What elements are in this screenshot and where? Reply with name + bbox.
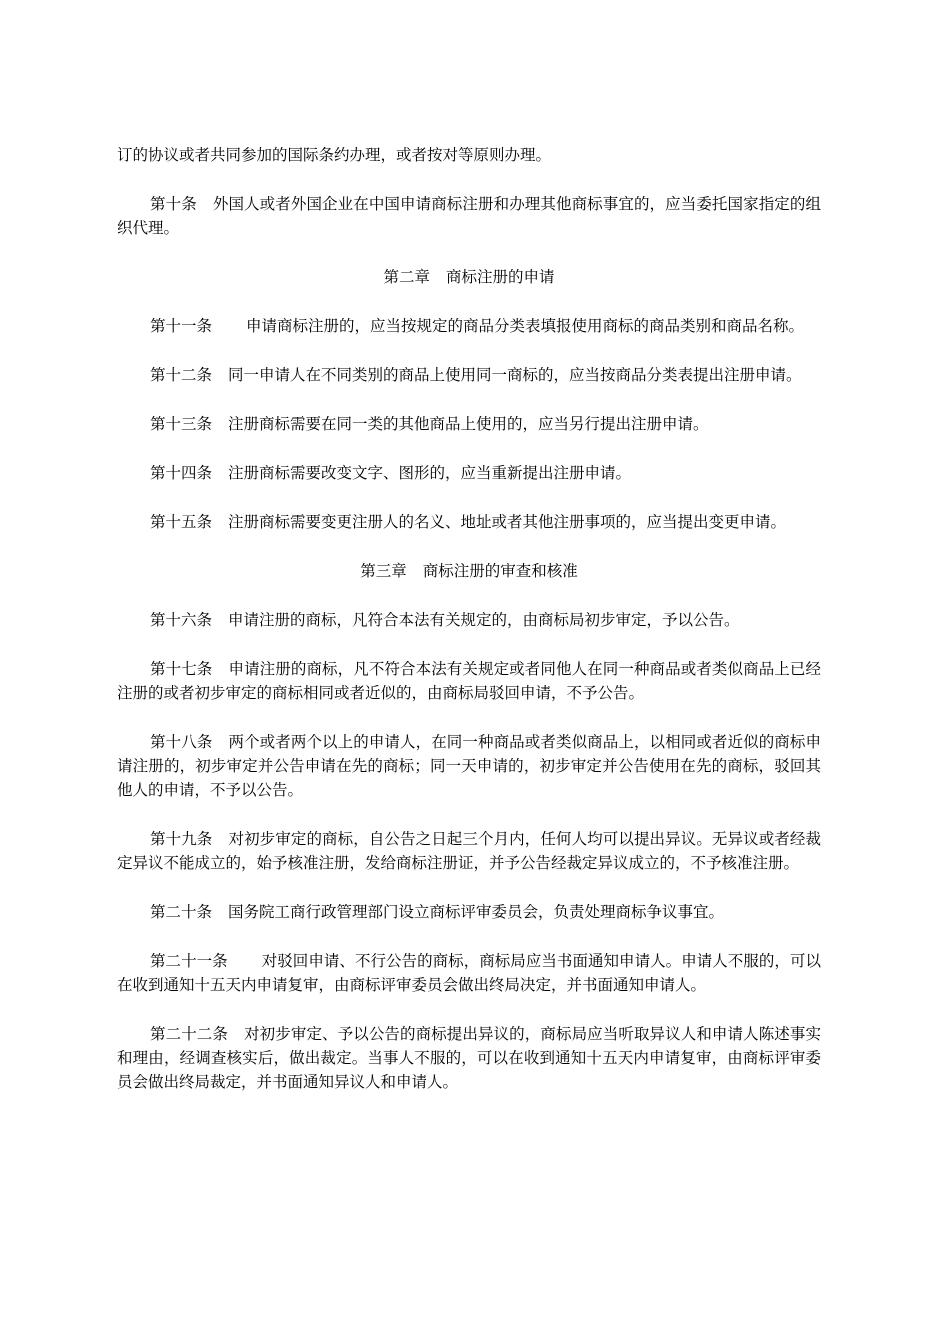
article-number: 第十三条 [150,415,213,433]
paragraph [117,143,821,167]
article-paragraph [117,657,821,705]
article-number: 第十五条 [150,513,213,531]
article-text: 注册商标需要变更注册人的名义、地址或者其他注册事项的，应当提出变更申请。 [228,513,787,531]
article-paragraph [117,510,821,534]
article-text: 外国人或者外国企业在中国申请商标注册和办理其他商标事宜的，应当委托国家指定的组织代理。 [117,195,821,237]
article-paragraph [117,192,821,240]
chapter-title: 商标注册的审查和核准 [422,562,578,580]
article-text: 申请商标注册的，应当按规定的商品分类表填报使用商标的商品类别和商品名称。 [246,317,805,335]
article-paragraph [117,314,821,338]
article-text: 国务院工商行政管理部门设立商标评审委员会，负责处理商标争议事宜。 [228,903,725,921]
article-number: 第二十条 [150,903,213,921]
article-paragraph [117,730,821,802]
article-text: 同一申请人在不同类别的商品上使用同一商标的，应当按商品分类表提出注册申请。 [228,366,802,384]
article-number: 第十条 [150,195,197,213]
article-number: 第十八条 [150,733,213,751]
article-paragraph [117,412,821,436]
article-paragraph [117,1022,821,1094]
article-text: 对初步审定的商标，自公告之日起三个月内，任何人均可以提出异议。无异议或者经裁定异议不能成立的，始予核准注册，发给商标注册证，并予公告经裁定异议成立的，不予核准注册。 [117,830,821,872]
chapter-heading [117,559,821,583]
article-text: 两个或者两个以上的申请人，在同一种商品或者类似商品上，以相同或者近似的商标申请注册的，初步审定并公告申请在先的商标；同一天申请的，初步审定并公告使用在先的商标，驳回其他人的申请，不予以公告。 [117,733,821,799]
article-text: 申请注册的商标，凡不符合本法有关规定或者同他人在同一种商品或者类似商品上已经注册的或者初步审定的商标相同或者近似的，由商标局驳回申请，不予公告。 [117,660,821,702]
document-body [117,143,821,1119]
chapter-heading [117,265,821,289]
article-number: 第十六条 [150,611,213,629]
article-text: 申请注册的商标，凡符合本法有关规定的，由商标局初步审定，予以公告。 [228,611,740,629]
article-number: 第十一条 [150,317,213,335]
article-paragraph [117,461,821,485]
article-number: 第十二条 [150,366,213,384]
article-text: 注册商标需要改变文字、图形的，应当重新提出注册申请。 [228,464,632,482]
article-number: 第十四条 [150,464,213,482]
article-number: 第十九条 [150,830,213,848]
paragraph-text: 订的协议或者共同参加的国际条约办理，或者按对等原则办理。 [117,146,552,164]
article-number: 第二十一条 [150,952,228,970]
article-paragraph [117,363,821,387]
article-paragraph [117,900,821,924]
article-text: 对初步审定、予以公告的商标提出异议的，商标局应当听取异议人和申请人陈述事实和理由，经调查核实后，做出裁定。当事人不服的，可以在收到通知十五天内申请复审，由商标评审委员会做出终局裁定，并书面通知异议人和申请人。 [117,1025,821,1091]
article-paragraph [117,608,821,632]
chapter-title: 商标注册的申请 [446,268,555,286]
chapter-number: 第三章 [360,562,407,580]
chapter-number: 第二章 [383,268,430,286]
article-text: 注册商标需要在同一类的其他商品上使用的，应当另行提出注册申请。 [228,415,709,433]
article-paragraph [117,949,821,997]
article-text: 对驳回申请、不行公告的商标，商标局应当书面通知申请人。申请人不服的，可以在收到通知十五天内申请复审，由商标评审委员会做出终局决定，并书面通知申请人。 [117,952,821,994]
article-number: 第二十二条 [150,1025,228,1043]
article-paragraph [117,827,821,875]
article-number: 第十七条 [150,660,213,678]
